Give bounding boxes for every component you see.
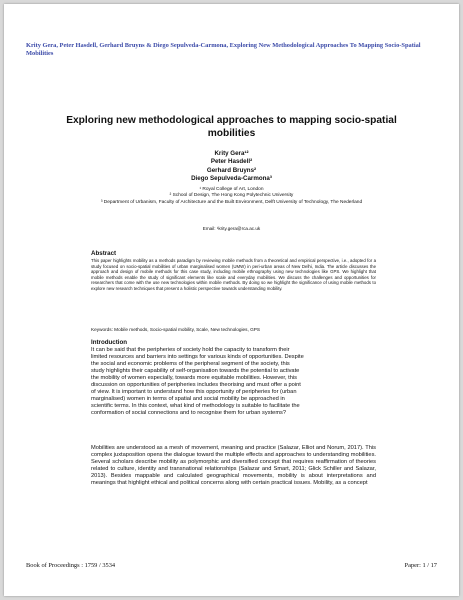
running-header: Krity Gera, Peter Hasdell, Gerhard Bruyns & Diego Sepulveda-Carmona, Exploring New Methodological Approaches To Mapping Socio-Spatial Mobilities [26,42,421,57]
keywords: Keywords: Mobile methods, Socio-spatial mobility, Scale, New technologies, GPS [91,327,260,332]
document-page [4,4,459,596]
introduction-paragraph-1 [91,347,376,417]
footer-page-number: Paper: 1 / 17 [404,562,437,569]
text-line: study highlights their capability of self-organisation towards the potential to activate [91,367,300,374]
text-line: limited resources and barriers into settings for various kinds of opportunities. Despite [91,353,304,360]
text-line: the social and economic problems of the peripheral segment of the society, this [91,360,290,367]
author: Krity Gera¹² [214,150,249,157]
text-line: of view. It is important to understand how this opportunity of peripheries for (urban [91,388,297,395]
contact-email: Email: ¹krity.gera@rca.ac.uk [202,226,261,231]
footer-book-proceedings: Book of Proceedings : 1759 / 3534 [26,562,116,569]
text-line: discussion on opportunities of peripheries includes theorising and must offer a point [91,381,301,388]
author: Peter Hasdell² [210,158,253,166]
affiliation: ² School of Design, The Hong Kong Polytechnic University [169,193,294,199]
author: Gerhard Bruyns² [206,166,257,174]
text-line: It can be said that the peripheries of society hold the capacity to transform their [91,347,290,353]
text-line: scientific terms. In this context, what kind of methodology is suitable to facilitate the [91,402,300,409]
affiliation-list [64,187,399,206]
text-line: marginalised) women in terms of spatial and social mobility be approached in [91,395,285,402]
affiliation: ³ Department of Urbanism, Faculty of Architecture and the Built Environment, Delft University of Technology, The Nederland [100,199,363,205]
affiliation: ¹ Royal College of Art, London [199,187,264,192]
text-line: the mobility of women especially, towards more equitable mobilities. However, this [91,374,297,381]
paper-title: Exploring new methodological approaches to mapping socio-spatial mobilities [66,115,397,139]
abstract-heading: Abstract [91,250,117,257]
author: Diego Sepulveda-Carmona³ [191,174,272,182]
text-line: conformation of social connections and to recognise them for urban systems? [91,409,287,416]
introduction-paragraph-2: Mobilities are understood as a mesh of movement, meaning and practice (Salazar, Elliot and Norum, 2017). This complex juxtaposition opens the dialogue toward the multiple effects and approaches to understanding mobilities. Several scholars describe mobility as polymorphic and diversified concept that requires reaffirmation of theories related to culture, identity and transnational relationships (Salazar and Smart, 2011; Glick Schiller and Salazar, 2013). Besides mappable and calculated geographical movements, mobility is about interpretations and meanings that highlight ethical and political concerns along with certain practical issues. Mobility, as a concept [91,445,376,486]
abstract-text: This paper highlights mobility as a methods paradigm by reviewing mobile methods from a theoretical and empirical perspective, i.e., adopted for a study focused on socio-spatial mobilities of urban marginalised women (UMW) in peri-urban areas of New Delhi, India. The article discusses the approach and design of mobile methods for this case study, including mobile ethnography using new technologies like GPS. We highlight that mobile methods enable the study of significant elements like scale and everyday mobilities. We discuss the challenges and opportunities for researchers that come with the use new technologies within mobile methods. By doing so we highlight the significance of using mobile methods to explore new research techniques that present a holistic perspective towards understanding mobility. [91,258,376,291]
introduction-heading: Introduction [91,339,128,346]
author-list [64,150,399,183]
